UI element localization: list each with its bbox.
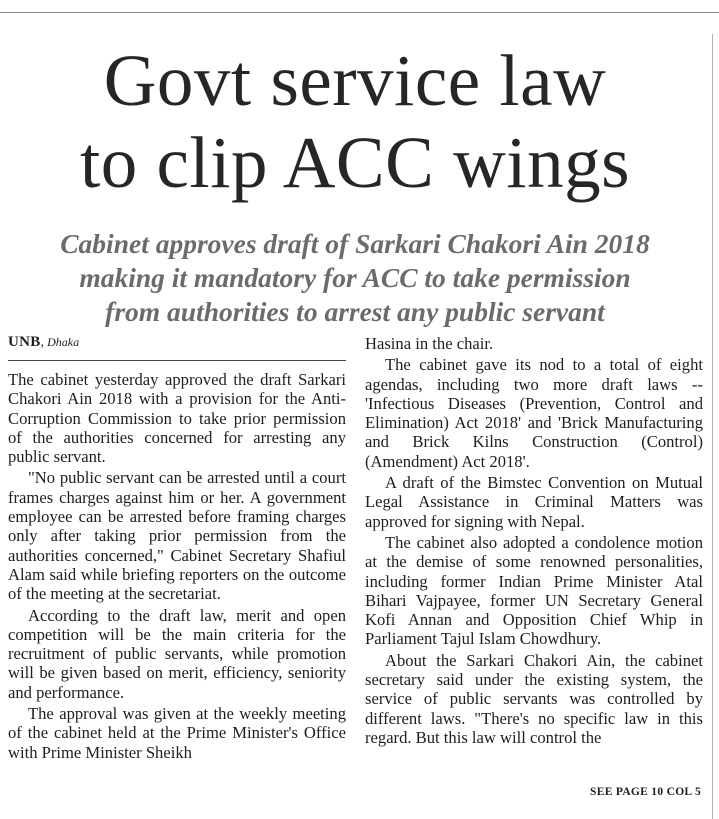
paragraph: "No public servant can be arrested until a court frames charges against him or her. A government employee can be arrested before framing charges only after taking prior permission from the authorities concerned," Cabinet Secretary Shafiul Alam said while briefing reporters on the outcome of the meeting at the secretariat.	[8, 468, 346, 604]
jump-line: SEE PAGE 10 COL 5	[590, 786, 701, 798]
subheadline	[10, 227, 700, 329]
paragraph: According to the draft law, merit and open competition will be the main criteria for the recruitment of public servants, while promotion will be given based on merit, efficiency, seniority and performance.	[8, 605, 346, 702]
subhead-line-1: Cabinet approves draft of Sarkari Chakori Ain 2018	[60, 228, 650, 259]
headline-line-2: to clip ACC wings	[80, 122, 630, 203]
byline-agency: UNB	[8, 334, 41, 350]
top-rule	[0, 12, 719, 13]
right-edge-rule	[712, 34, 713, 819]
left-column	[8, 370, 346, 764]
paragraph: About the Sarkari Chakori Ain, the cabinet secretary said under the existing system, the service of public servants was controlled by different laws. "There's no specific law in this regard. But this law will control the	[365, 650, 703, 747]
subhead-line-2: making it mandatory for ACC to take permission	[79, 262, 631, 293]
paragraph: A draft of the Bimstec Convention on Mutual Legal Assistance in Criminal Matters was approved for signing with Nepal.	[365, 473, 703, 531]
byline-separator: ,	[40, 334, 48, 349]
subhead-line-3: from authorities to arrest any public servant	[105, 296, 605, 327]
paragraph: The cabinet gave its nod to a total of eight agendas, including two more draft laws -- 'Infectious Diseases (Prevention, Control and Elimination) Act 2018' and 'Brick Manufacturing and Brick Kilns Construction (Control) (Amendment) Act 2018'.	[365, 355, 703, 471]
headline-line-1: Govt service law	[103, 40, 607, 121]
paragraph: The cabinet yesterday approved the draft Sarkari Chakori Ain 2018 with a provision for the Anti-Corruption Commission to take prior permission of the authorities concerned for arresting any public servant.	[8, 370, 346, 467]
byline-place: Dhaka	[47, 335, 80, 349]
byline-rule	[8, 360, 346, 361]
paragraph: The cabinet also adopted a condolence motion at the demise of some renowned personalities, including former Indian Prime Minister Atal Bihari Vajpayee, former UN Secretary General Kofi Annan and Opposition Chief Whip in Parliament Tajul Islam Chowdhury.	[365, 532, 703, 649]
byline	[8, 333, 346, 351]
paragraph-continuation: Hasina in the chair.	[365, 334, 494, 353]
paragraph: The approval was given at the weekly meeting of the cabinet held at the Prime Minister's Office with Prime Minister Sheikh	[8, 704, 346, 762]
headline	[20, 40, 690, 204]
right-column	[365, 334, 703, 749]
